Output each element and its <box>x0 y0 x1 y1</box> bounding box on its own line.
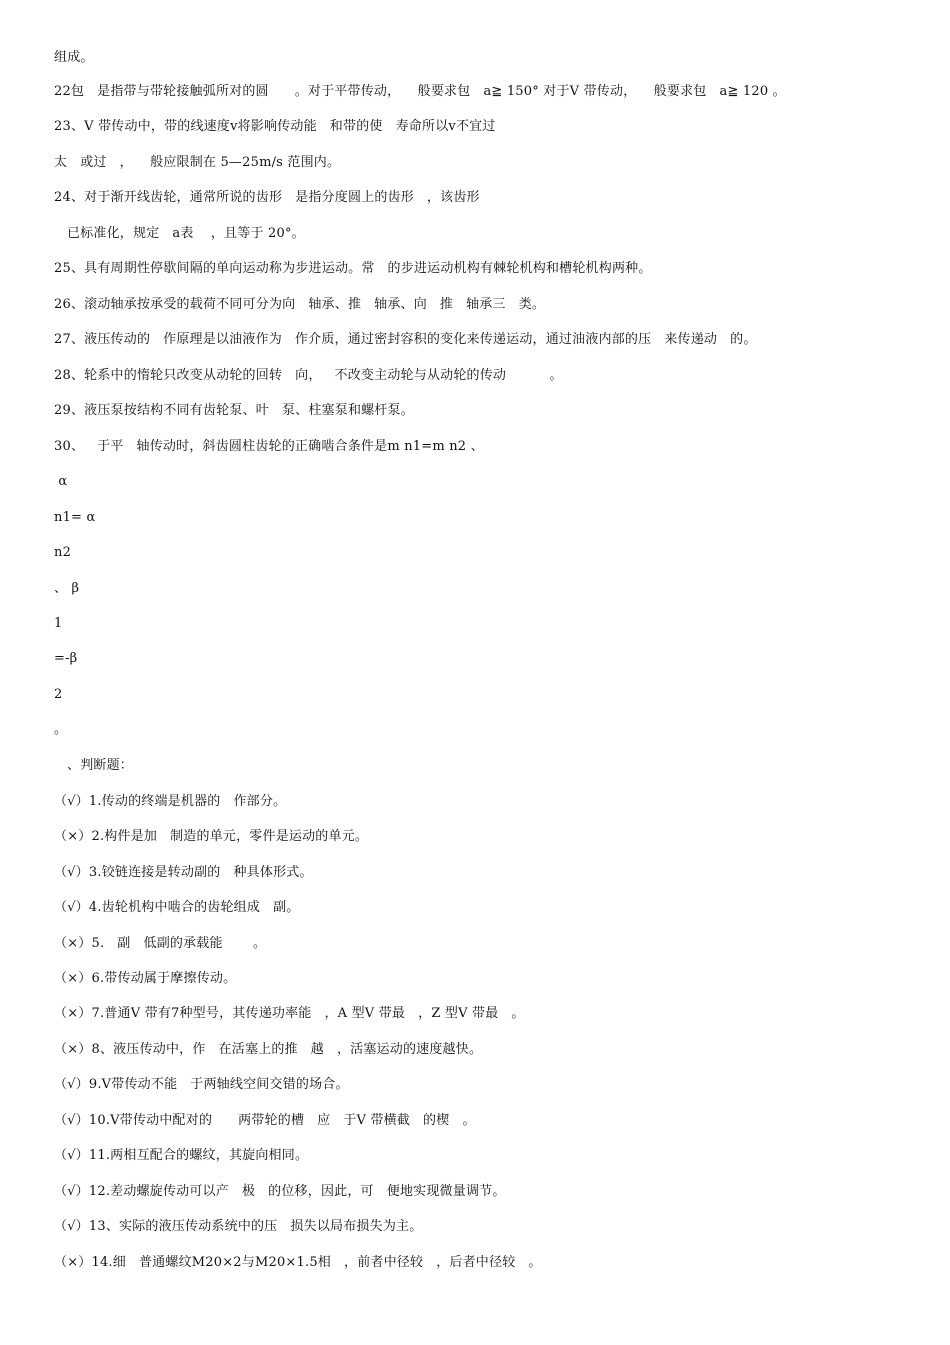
judgment-item-4: （√）4.齿轮机构中啮合的齿轮组成 副。 <box>54 900 300 915</box>
text-line-14: n1= α <box>54 510 96 525</box>
judgment-item-6: （×）6.带传动属于摩擦传动。 <box>54 971 237 986</box>
text-line-6: 已标准化，规定 a表 ，且等于 20°。 <box>54 226 305 241</box>
text-line-5: 24、对于渐开线齿轮，通常所说的齿形 是指分度圆上的齿形 ，该齿形 <box>54 190 480 205</box>
text-line-16: 、 β <box>54 581 80 596</box>
text-line-7: 25、具有周期性停歇间隔的单向运动称为步进运动。常 的步进运动机构有棘轮机构和槽轮机构两种。 <box>54 261 652 276</box>
judgment-item-10: （√）10.V带传动中配对的 两带轮的槽 应 于V 带横截 的楔 。 <box>54 1113 476 1128</box>
text-line-1: 组成。 <box>54 50 94 65</box>
text-line-20: 。 <box>54 722 68 737</box>
judgment-item-1: （√）1.传动的终端是机器的 作部分。 <box>54 794 287 809</box>
judgment-item-13: （√）13、实际的液压传动系统中的压 损失以局布损失为主。 <box>54 1219 423 1234</box>
judgment-item-12: （√）12.差动螺旋传动可以产 极 的位移，因此，可 便地实现微量调节。 <box>54 1184 506 1199</box>
text-line-12: 30、 于平 轴传动时，斜齿圆柱齿轮的正确啮合条件是m n1=m n2 、 <box>54 439 484 454</box>
text-line-8: 26、滚动轴承按承受的载荷不同可分为向 轴承、推 轴承、向 推 轴承三 类。 <box>54 297 546 312</box>
text-line-2: 22包 是指带与带轮接触弧所对的圆 。对于平带传动， 般要求包 a≧ 150° 对于V 带传动， 般要求包 a≧ 120 。 <box>54 84 786 99</box>
judgment-item-11: （√）11.两相互配合的螺纹，其旋向相同。 <box>54 1148 309 1163</box>
text-line-17: 1 <box>54 616 63 631</box>
judgment-item-3: （√）3.铰链连接是转动副的 种具体形式。 <box>54 865 313 880</box>
text-line-3: 23、V 带传动中，带的线速度v将影响传动能 和带的使 寿命所以v不宜过 <box>54 119 496 134</box>
text-line-9: 27、液压传动的 作原理是以油液作为 作介质，通过密封容积的变化来传递运动，通过油液内部的压 来传递动 的。 <box>54 332 757 347</box>
section-heading-judgment: 、判断题： <box>54 758 133 773</box>
text-line-15: n2 <box>54 545 72 560</box>
text-line-4: 太 或过 ， 般应限制在 5—25m/s 范围内。 <box>54 155 341 170</box>
judgment-item-2: （×）2.构件是加 制造的单元，零件是运动的单元。 <box>54 829 369 844</box>
text-line-13: α <box>54 474 68 489</box>
judgment-item-14: （×）14.细 普通螺纹M20×2与M20×1.5相 ，前者中径较 ，后者中径较 。 <box>54 1255 542 1270</box>
judgment-item-7: （×）7.普通V 带有7种型号，其传递功率能 ，A 型V 带最 ，Z 型V 带最 。 <box>54 1006 525 1021</box>
judgment-item-5: （×）5. 副 低副的承载能 。 <box>54 936 267 951</box>
text-line-10: 28、轮系中的惰轮只改变从动轮的回转 向， 不改变主动轮与从动轮的传动 。 <box>54 368 563 383</box>
text-line-18: =-β <box>54 651 78 666</box>
judgment-item-8: （×）8、液压传动中，作 在活塞上的推 越 ，活塞运动的速度越快。 <box>54 1042 483 1057</box>
text-line-11: 29、液压泵按结构不同有齿轮泵、叶 泵、柱塞泵和螺杆泵。 <box>54 403 414 418</box>
judgment-item-9: （√）9.V带传动不能 于两轴线空间交错的场合。 <box>54 1077 349 1092</box>
text-line-19: 2 <box>54 687 63 702</box>
